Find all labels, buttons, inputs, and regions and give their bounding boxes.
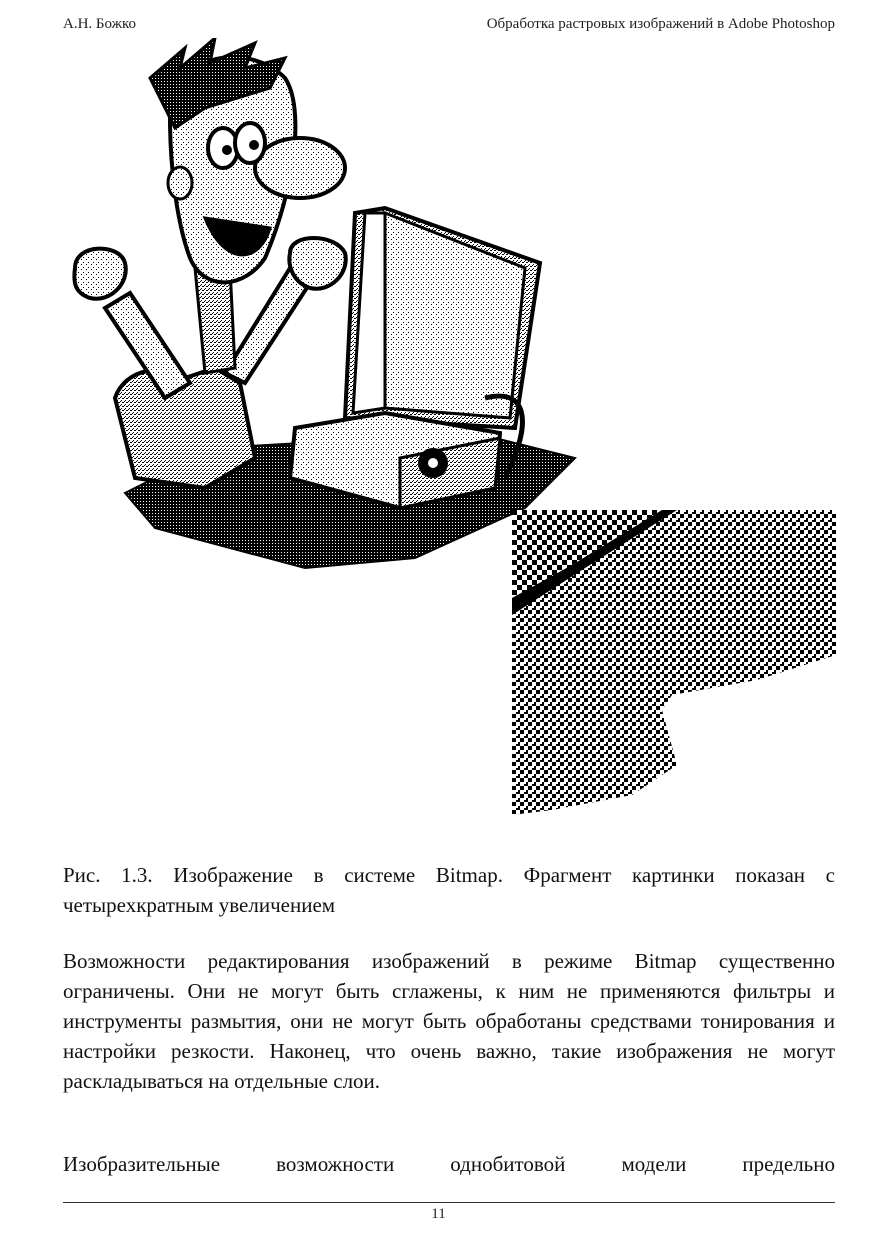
cartoon-man-computer-illustration [55, 38, 615, 583]
running-header-author: А.Н. Божко [63, 16, 137, 32]
page-number: 11 [431, 1206, 446, 1222]
footer-divider [63, 1202, 835, 1203]
body-paragraph: Изобразительные возможности однобитовой модели предельно [63, 1152, 835, 1176]
figure-caption: Рис. 1.3. Изображение в системе Bitmap. Фрагмент картинки показан с четырехкратным увеличением [63, 863, 835, 917]
body-paragraph: Возможности редактирования изображений в режиме Bitmap существенно ограничены. Они не могут быть сглажены, к ним не применяются фильтры и инструменты размытия, они не могут быть обработаны средствами тонирования и настройки резкости. Наконец, что очень важно, такие изображения не могут раскладываться на отдельные слои. [63, 949, 835, 1093]
running-header-title: Обработка растровых изображений в Adobe Photoshop [486, 16, 835, 32]
bitmap-zoom-fragment [512, 510, 836, 816]
